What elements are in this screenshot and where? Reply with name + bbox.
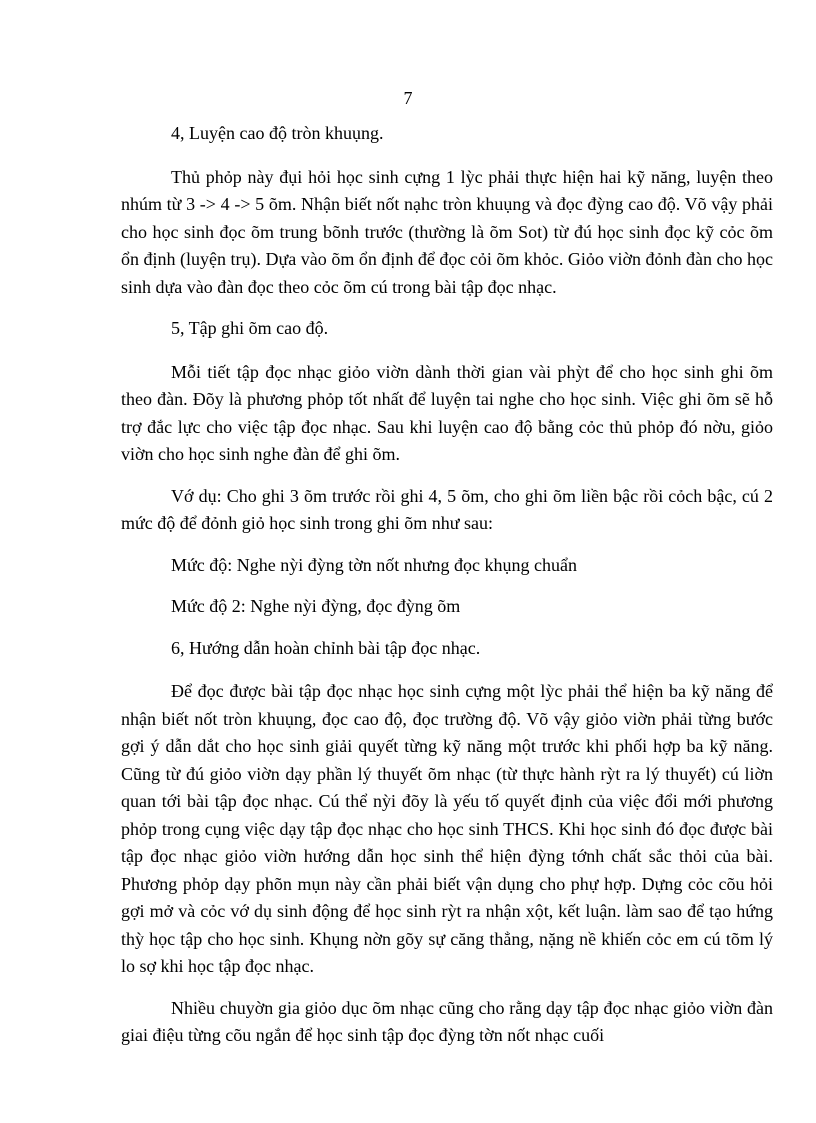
page-number: 7 [403, 88, 413, 108]
paragraph: Mỗi tiết tập đọc nhạc giỏo viờn dành thời gian vài phỳt để cho học sinh ghi õm theo đàn. Đõy là phương phỏp tốt nhất để luyện tai nghe cho học sinh. Việc ghi õm sẽ hỗ trợ đắc lực cho việc tập đọc nhạc. Sau khi luyện cao độ bằng cỏc thủ phỏp đó nờu, giỏo viờn cho học sinh nghe đàn để ghi õm. [121, 361, 773, 464]
paragraph: Thủ phỏp này đụi hỏi học sinh cựng 1 lỳc phải thực hiện hai kỹ năng, luyện theo nhúm từ 3 -> 4 -> 5 õm. Nhận biết nốt nạhc tròn khuụng và đọc đỳng cao độ. Võ vậy phải cho học sinh đọc õm trung bõnh trước (thường là õm Sot) từ đú học sinh đọc kỹ cỏc õm ổn định (luyện trụ). Dựa vào õm ổn định để đọc cỏi õm khỏc. Giỏo viờn đỏnh đàn cho học sinh dựa vào đàn đọc theo cỏc õm cú trong bài tập đọc nhạc. [121, 166, 773, 297]
level-item: Mức độ: Nghe nỳi đỳng tờn nốt nhưng đọc khụng chuẩn [171, 554, 577, 575]
section-heading: 4, Luyện cao độ tròn khuụng. [171, 123, 384, 143]
paragraph: Nhiều chuyờn gia giỏo dục õm nhạc cũng cho rằng dạy tập đọc nhạc giỏo viờn đàn giai điệu từng cõu ngắn để học sinh tập đọc đỳng tờn nốt nhạc cuối [121, 997, 773, 1045]
paragraph: Để đọc được bài tập đọc nhạc học sinh cựng một lỳc phải thể hiện ba kỹ năng để nhận biết nốt tròn khuụng, đọc cao độ, đọc trường độ. Võ vậy giỏo viờn phải từng bước gợi ý dẫn dắt cho học sinh giải quyết từng kỹ năng một trước khi phối hợp ba kỹ năng. Cũng từ đú giỏo viờn dạy phần lý thuyết õm nhạc (từ thực hành rỳt ra lý thuyết) cú liờn quan tới bài tập đọc nhạc. Cú thể nỳi đõy là yếu tố quyết định của việc đổi mới phương phỏp trong cụng việc dạy tập đọc nhạc cho học sinh THCS. Khi học sinh đó đọc được bài tập đọc nhạc giỏo viờn hướng dẫn học sinh thể hiện đỳng tớnh chất sắc thỏi của bài. Phương phỏp dạy phõn mụn này cần phải biết vận dụng cho phự hợp. Dựng cỏc cõu hỏi gợi mở và cỏc vớ dụ sinh động để học sinh rỳt ra nhận xột, kết luận. làm sao để tạo hứng thỳ học tập cho học sinh. Khụng nờn gõy sự căng thẳng, nặng nề khiến cỏc em cú tõm lý lo sợ khi học tập đọc nhạc. [121, 681, 773, 976]
section-heading: 6, Hướng dẫn hoàn chỉnh bài tập đọc nhạc. [171, 637, 481, 658]
document-body [121, 120, 773, 1064]
section-heading: 5, Tập ghi õm cao độ. [171, 318, 329, 338]
level-item: Mức độ 2: Nghe nỳi đỳng, đọc đỳng õm [171, 596, 461, 616]
paragraph: Vớ dụ: Cho ghi 3 õm trước rồi ghi 4, 5 õm, cho ghi õm liền bậc rồi cỏch bậc, cú 2 mức độ để đỏnh giỏ học sinh trong ghi õm như sau: [121, 485, 773, 533]
